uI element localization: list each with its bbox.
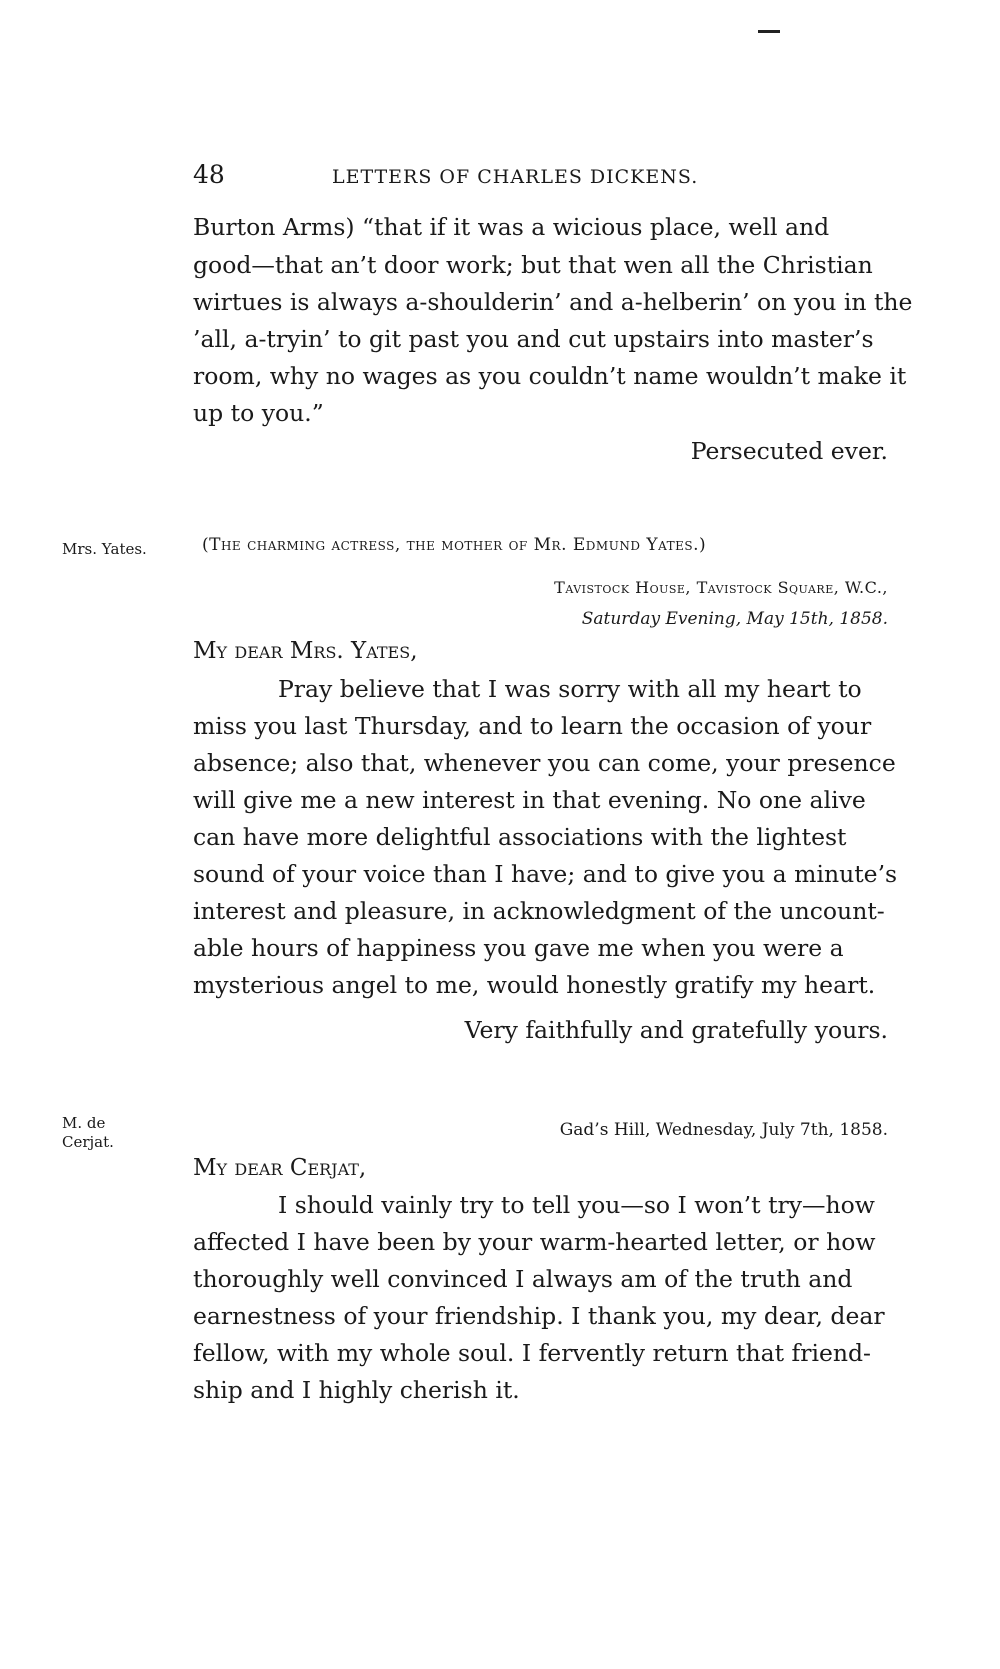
letter-salutation: My dear Cerjat,: [193, 1155, 367, 1181]
margin-note-line: Cerjat.: [62, 1132, 114, 1151]
letter-closing: Very faithfully and gratefully yours.: [464, 1016, 888, 1044]
margin-note-line: M. de: [62, 1114, 106, 1132]
text-line: ’all, a-tryin’ to git past you and cut upstairs into master’s: [193, 325, 874, 353]
text-line: mysterious angel to me, would honestly gratify my heart.: [193, 971, 876, 999]
text-line: absence; also that, whenever you can come, your presence: [193, 749, 896, 777]
text-line: wirtues is always a-shoulderin’ and a-helberin’ on you in the: [193, 288, 913, 316]
letter-dateline: Gad’s Hill, Wednesday, July 7th, 1858.: [559, 1120, 888, 1140]
margin-note: [62, 1114, 114, 1152]
stray-mark: [758, 30, 780, 33]
text-line: miss you last Thursday, and to learn the occasion of your: [193, 712, 872, 740]
text-line: interest and pleasure, in acknowledgment of the uncount-: [193, 897, 885, 925]
margin-note: Mrs. Yates.: [62, 540, 147, 558]
text-line: up to you.”: [193, 399, 324, 427]
text-line: can have more delightful associations with the lightest: [193, 823, 847, 851]
text-line: fellow, with my whole soul. I fervently return that friend-: [193, 1339, 872, 1367]
text-line: thoroughly well convinced I always am of the truth and: [193, 1265, 853, 1293]
letter-heading: (The charming actress, the mother of Mr. Edmund Yates.): [202, 535, 707, 555]
text-line: will give me a new interest in that evening. No one alive: [193, 786, 866, 814]
running-title: LETTERS OF CHARLES DICKENS.: [332, 166, 699, 188]
text-line: I should vainly try to tell you—so I won’t try—how: [278, 1191, 875, 1219]
page-number: 48: [193, 160, 225, 189]
text-line: able hours of happiness you gave me when you were a: [193, 934, 844, 962]
letter-closing: Persecuted ever.: [690, 437, 888, 465]
text-line: earnestness of your friendship. I thank you, my dear, dear: [193, 1302, 885, 1330]
text-line: sound of your voice than I have; and to give you a minute’s: [193, 860, 898, 888]
letter-date: Saturday Evening, May 15th, 1858.: [581, 609, 888, 629]
text-line: affected I have been by your warm-hearted letter, or how: [193, 1228, 876, 1256]
text-line: ship and I highly cherish it.: [193, 1376, 520, 1404]
letter-salutation: My dear Mrs. Yates,: [193, 638, 418, 664]
text-line: room, why no wages as you couldn’t name wouldn’t make it: [193, 362, 907, 390]
text-line: Burton Arms) “that if it was a wicious place, well and: [193, 213, 830, 241]
text-line: good—that an’t door work; but that wen all the Christian: [193, 251, 873, 279]
text-line: Pray believe that I was sorry with all my heart to: [278, 675, 862, 703]
letter-address: Tavistock House, Tavistock Square, W.C.,: [554, 578, 888, 597]
